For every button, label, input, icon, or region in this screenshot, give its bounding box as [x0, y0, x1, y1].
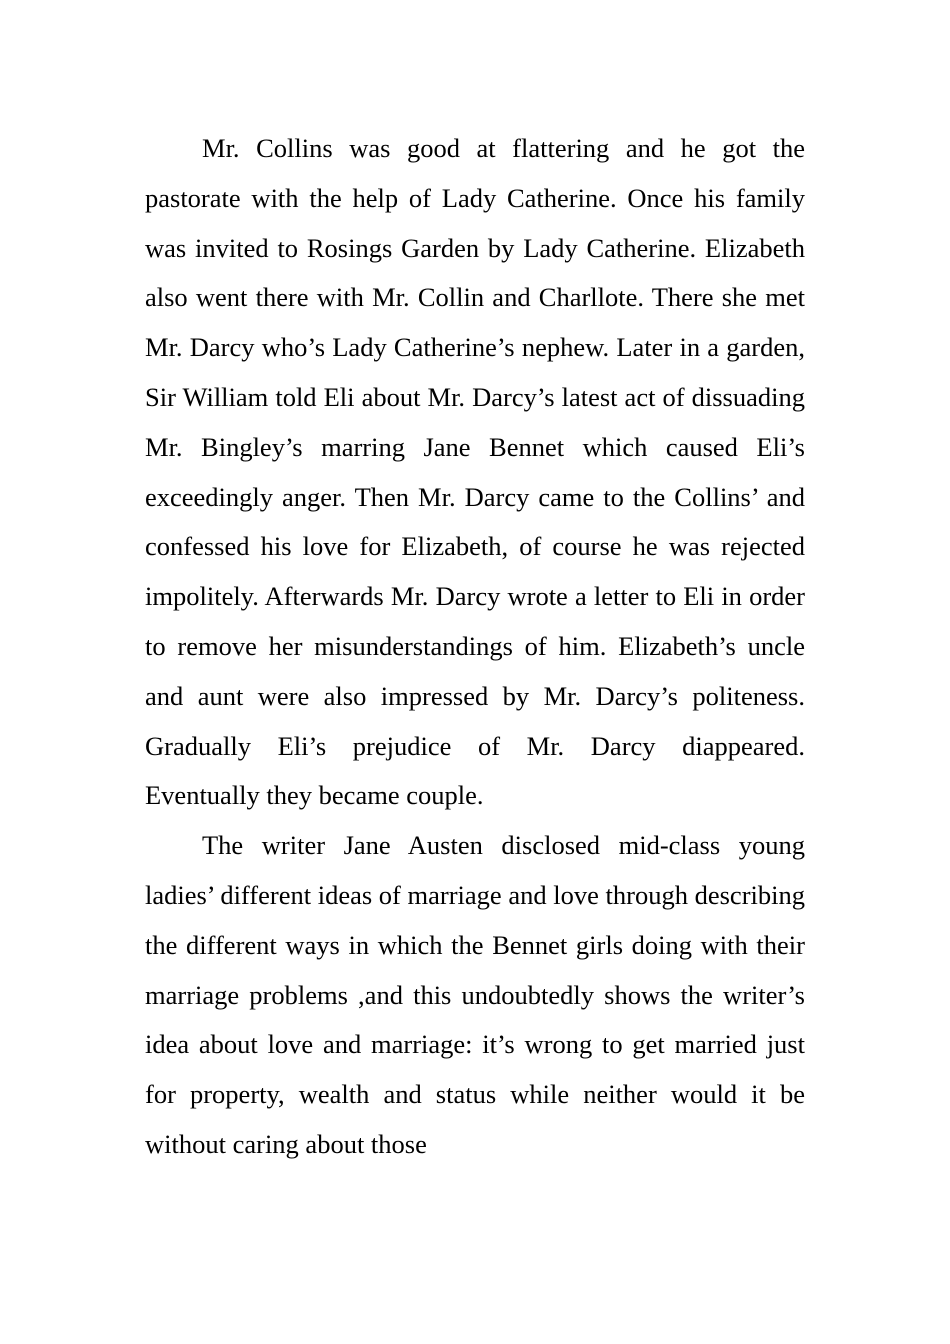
paragraph-analysis: The writer Jane Austen disclosed mid-class young ladies’ different ideas of marriage and love through describing the different ways in which the Bennet girls doing with their marriage problems ,and this undoubtedly shows the writer’s idea about love and marriage: it’s wrong to get married just for property, wealth and status while neither would it be without caring about those: [145, 830, 805, 1159]
paragraph-summary: Mr. Collins was good at flattering and he got the pastorate with the help of Lady Catherine. Once his family was invited to Rosings Garden by Lady Catherine. Elizabeth also went there with Mr. Collin and Charllote. There she met Mr. Darcy who’s Lady Catherine’s nephew. Later in a garden, Sir William told Eli about Mr. Darcy’s latest act of dissuading Mr. Bingley’s marring Jane Bennet which caused Eli’s exceedingly anger. Then Mr. Darcy came to the Collins’ and confessed his love for Elizabeth, of course he was rejected impolitely. Afterwards Mr. Darcy wrote a letter to Eli in order to remove her misunderstandings of him. Elizabeth’s uncle and aunt were also impressed by Mr. Darcy’s politeness. Gradually Eli’s prejudice of Mr. Darcy diappeared. Eventually they became couple.: [145, 133, 805, 811]
document-page: [145, 124, 805, 1170]
